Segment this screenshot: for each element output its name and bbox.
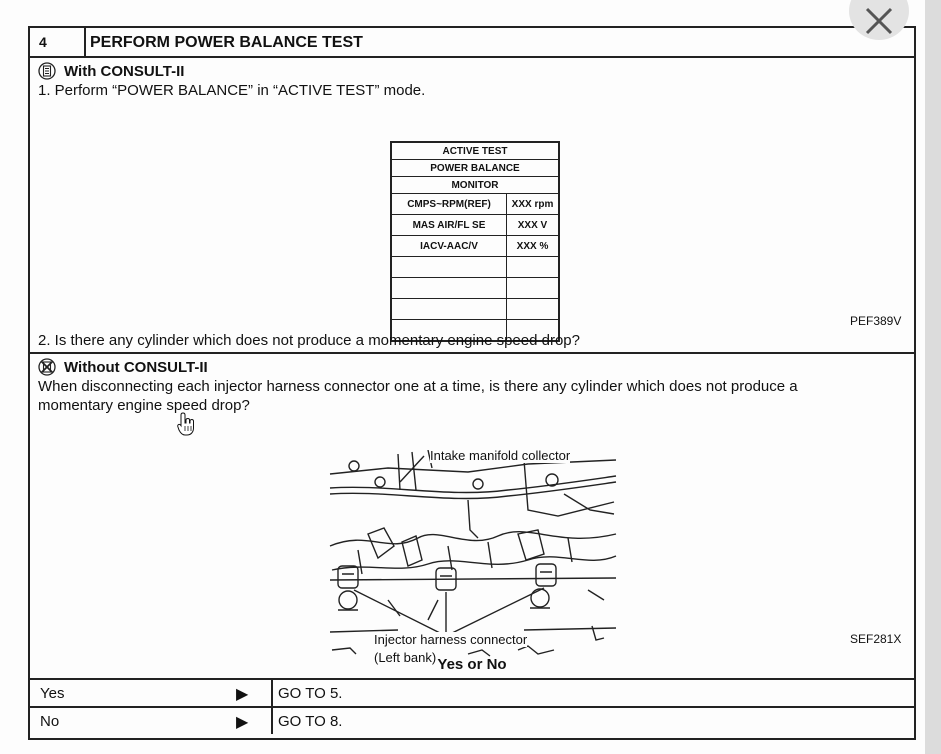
- figure-ref-sef281x: SEF281X: [850, 632, 902, 646]
- without-consult-text-line1: When disconnecting each injector harness connector one at a time, is there any cylinder which does not produce a: [38, 378, 798, 395]
- with-consult-section: [30, 58, 914, 354]
- blank-cell: [391, 257, 507, 278]
- monitor-label-iacv: IACV-AAC/V: [391, 236, 507, 257]
- column-divider: [271, 680, 273, 706]
- arrow-right-icon: ▶: [236, 686, 249, 703]
- yes-or-no-title: Yes or No: [437, 656, 507, 673]
- injector-diagram: [328, 450, 618, 670]
- label-intake-collector: Intake manifold collector: [430, 448, 571, 463]
- hand-cursor-icon: [177, 412, 195, 441]
- monitor-value-cmps: XXX rpm: [507, 194, 560, 215]
- monitor-label-cmps: CMPS~RPM(REF): [391, 194, 507, 215]
- close-icon: [864, 6, 894, 36]
- monitor-label-mas: MAS AIR/FL SE: [391, 215, 507, 236]
- consult-question: 2. Is there any cylinder which does not produce a momentary engine speed drop?: [38, 332, 580, 349]
- answer-label-yes: Yes: [40, 685, 65, 702]
- label-left-bank: (Left bank): [374, 650, 437, 665]
- screen-title-active-test: ACTIVE TEST: [391, 142, 559, 160]
- without-consult-heading: Without CONSULT-II: [64, 359, 208, 376]
- answer-row-no: [30, 706, 914, 734]
- viewer-scrollbar-area[interactable]: [925, 0, 941, 754]
- answer-row-yes: [30, 678, 914, 706]
- without-consult-text-line2: momentary engine speed drop?: [38, 397, 250, 414]
- figure-ref-pef389v: PEF389V: [850, 314, 902, 328]
- consult-screen: [390, 141, 560, 342]
- blank-cell: [391, 299, 507, 320]
- procedure-table: [28, 26, 916, 740]
- monitor-value-iacv: XXX %: [507, 236, 560, 257]
- arrow-right-icon: ▶: [236, 714, 249, 731]
- step-title: PERFORM POWER BALANCE TEST: [90, 34, 363, 51]
- goto-step-8: GO TO 8.: [278, 713, 343, 730]
- without-consult-section: [30, 354, 914, 676]
- monitor-value-mas: XXX V: [507, 215, 560, 236]
- column-divider: [271, 708, 273, 734]
- blank-cell: [391, 278, 507, 299]
- step-number: 4: [30, 28, 86, 56]
- screen-title-power-balance: POWER BALANCE: [391, 160, 559, 177]
- consult-instruction: 1. Perform “POWER BALANCE” in “ACTIVE TEST” mode.: [38, 82, 426, 99]
- blank-cell: [507, 257, 560, 278]
- answer-label-no: No: [40, 713, 60, 730]
- screen-title-monitor: MONITOR: [391, 177, 559, 194]
- step-header: [30, 28, 914, 58]
- with-consult-heading: With CONSULT-II: [64, 63, 185, 80]
- label-injector-connector: Injector harness connector: [374, 632, 528, 647]
- blank-cell: [507, 278, 560, 299]
- blank-cell: [507, 299, 560, 320]
- goto-step-5: GO TO 5.: [278, 685, 343, 702]
